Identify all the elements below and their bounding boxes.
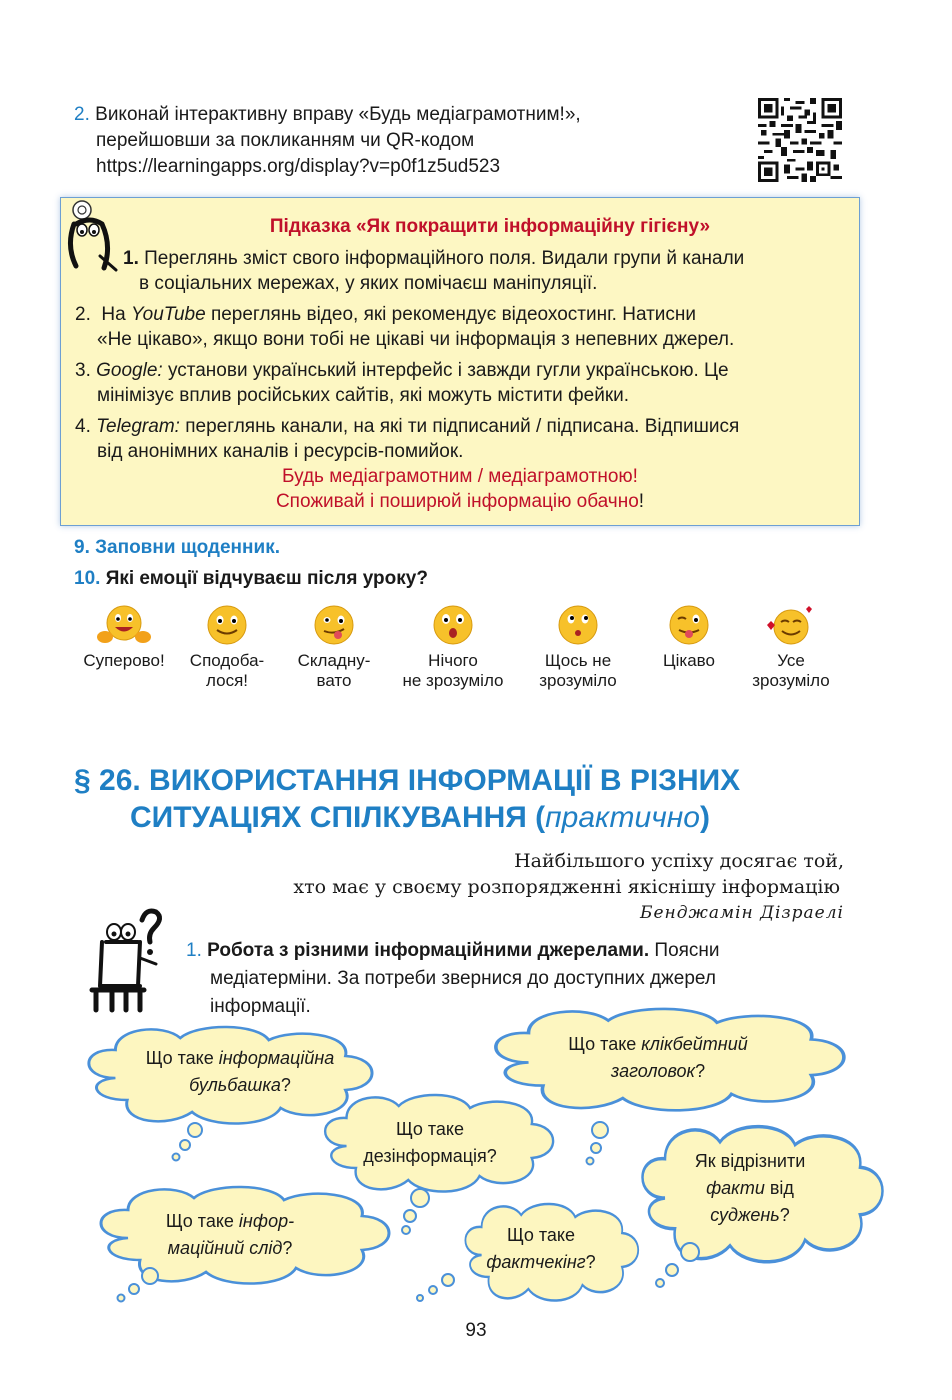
emotion-label: Щось не — [544, 651, 612, 670]
clapping-smiley-icon — [94, 603, 154, 647]
cloud-term: бульбашка — [189, 1075, 281, 1095]
cloud-question — [538, 1031, 778, 1085]
tip-item-number: 1. — [123, 248, 139, 269]
task-text: Які емоції відчуваєш після уроку? — [105, 568, 428, 589]
task-number: 1. — [186, 940, 202, 961]
emotion-label: Усе — [777, 651, 805, 670]
cloud-term: інфор- — [238, 1211, 295, 1231]
task-text: медіатерміни. За потреби звернися до доступних джерел — [210, 968, 716, 989]
love-smiley-icon — [761, 603, 821, 647]
task-9: 9. Заповни щоденник. — [74, 537, 280, 558]
tip-item — [75, 414, 850, 464]
emotion-option[interactable] — [274, 603, 394, 691]
tip-item-service: YouTube — [131, 304, 206, 325]
tip-item-service: Google: — [96, 360, 163, 381]
task-heading: Робота з різними інформаційними джерелами. — [207, 940, 650, 961]
emotion-option[interactable] — [64, 603, 184, 671]
task-number: 2. — [74, 104, 90, 125]
tip-item-text: в соціальних мережах, у яких помічаєш маніпуляції. — [139, 273, 598, 294]
cloud-question — [120, 1208, 340, 1262]
thinking-character-icon — [60, 196, 124, 278]
emotion-label: не зрозуміло — [402, 671, 504, 690]
tip-item-number: 4. — [75, 416, 91, 437]
cloud-text: Як відрізнити — [694, 1151, 806, 1171]
tip-motto — [61, 491, 859, 513]
section-title-text: ) — [699, 801, 710, 834]
tip-item-text: «Не цікаво», якщо вони тобі не цікаві чи інформація з непевних джерел. — [97, 329, 735, 350]
confused-smiley-icon — [548, 603, 608, 647]
emotion-label: лося! — [206, 671, 248, 690]
emotion-label: Суперово! — [83, 651, 165, 670]
task-2 — [74, 102, 714, 180]
cloud-text: ? — [585, 1252, 596, 1272]
cloud-term: суджень — [710, 1205, 780, 1225]
tip-item-text: від анонімних каналів і ресурсів-помийок. — [97, 441, 464, 462]
tip-item-text: установи український інтерфейс і завжди гугли українською. Це — [167, 360, 729, 381]
section-title-line: § 26. ВИКОРИСТАННЯ ІНФОРМАЦІЇ В РІЗНИХ — [74, 764, 741, 797]
tip-item-number: 2. — [75, 304, 91, 325]
section-title — [74, 762, 874, 836]
cloud-term: клікбейтний — [641, 1034, 748, 1054]
tip-motto: Будь медіаграмотним / медіаграмотною! — [282, 466, 638, 487]
tip-item-number: 3. — [75, 360, 91, 381]
task-text: Поясни — [654, 940, 720, 961]
tip-box — [60, 197, 860, 526]
page-number: 93 — [465, 1320, 487, 1341]
emotion-option[interactable] — [167, 603, 287, 691]
qr-code-icon[interactable] — [758, 98, 842, 182]
tip-title: Підказка «Як покращити інформаційну гігієну» — [269, 216, 711, 237]
task-text: Виконай інтерактивну вправу «Будь медіаграмотним!», — [95, 104, 581, 125]
emotion-label: зрозуміло — [752, 671, 830, 690]
cloud-text: Що таке — [568, 1034, 642, 1054]
task-text: перейшовши за покликанням чи QR-кодом — [96, 130, 475, 151]
cloud-text: від — [764, 1178, 794, 1198]
emotion-label: Складну- — [297, 651, 371, 670]
emotion-label: Нічого — [428, 651, 478, 670]
tip-item-text: На — [101, 304, 126, 325]
cloud-text: Що таке — [165, 1211, 239, 1231]
task-text: інформації. — [210, 996, 311, 1017]
epigraph-line: хто має у своєму розпорядженні якіснішу інформацію — [293, 876, 840, 898]
tip-item-text: переглянь канали, на які ти підписаний / підписана. Відпишися — [185, 416, 740, 437]
cloud-term: заголовок — [610, 1061, 696, 1081]
section-title-italic: практично — [545, 801, 700, 834]
happy-smiley-icon — [197, 603, 257, 647]
cloud-term: фактчекінг — [486, 1252, 586, 1272]
tip-motto-text: Споживай і поширюй інформацію обачно — [275, 491, 639, 512]
cloud-text: ? — [779, 1205, 790, 1225]
emotion-option[interactable] — [518, 603, 638, 691]
tip-item-text: переглянь відео, які рекомендує відеохостинг. Натисни — [210, 304, 697, 325]
tip-motto-end: ! — [638, 491, 645, 512]
emotion-label: Сподоба- — [189, 651, 265, 670]
cloud-text: ? — [282, 1238, 293, 1258]
section-title-line — [74, 799, 874, 836]
surprised-smiley-icon — [423, 603, 483, 647]
cloud-text: Що таке — [145, 1048, 219, 1068]
tip-item — [75, 302, 850, 352]
tongue-smiley-icon — [304, 603, 364, 647]
epigraph-line: Найбільшого успіху досягає той, — [514, 850, 844, 872]
tip-item — [75, 358, 850, 408]
cloud-term: факти — [706, 1178, 765, 1198]
emotion-label: зрозуміло — [539, 671, 617, 690]
cloud-term: маційний слід — [167, 1238, 283, 1258]
emotion-option[interactable] — [393, 603, 513, 691]
task-10 — [74, 568, 428, 590]
emotion-label: вато — [316, 671, 352, 690]
tip-item-text: Переглянь зміст свого інформаційного поля. Видали групи й канали — [144, 248, 745, 269]
cloud-text: дезінформація? — [363, 1146, 497, 1166]
cloud-text: Що таке — [506, 1225, 576, 1245]
cloud-term: інформаційна — [218, 1048, 335, 1068]
cloud-question — [466, 1222, 616, 1276]
cloud-question — [120, 1045, 360, 1099]
playful-smiley-icon — [659, 603, 719, 647]
cloud-question — [660, 1148, 840, 1229]
emotion-option[interactable] — [731, 603, 851, 691]
cloud-text: ? — [695, 1061, 706, 1081]
cloud-question — [340, 1116, 520, 1170]
tip-item-service: Telegram: — [96, 416, 180, 437]
task-link[interactable]: https://learningapps.org/display?v=p0f1z5ud523 — [96, 156, 501, 177]
cloud-text: Що таке — [395, 1119, 465, 1139]
tip-item-text: мінімізує вплив російських сайтів, які можуть містити фейки. — [97, 385, 630, 406]
task-number: 10. — [74, 568, 101, 589]
emotion-label: Цікаво — [663, 651, 715, 670]
epigraph-author: Бенджамін Дізраелі — [640, 903, 844, 923]
tip-item — [75, 246, 850, 296]
section-title-text: СИТУАЦІЯХ СПІЛКУВАННЯ ( — [130, 801, 546, 834]
cloud-text: ? — [280, 1075, 291, 1095]
